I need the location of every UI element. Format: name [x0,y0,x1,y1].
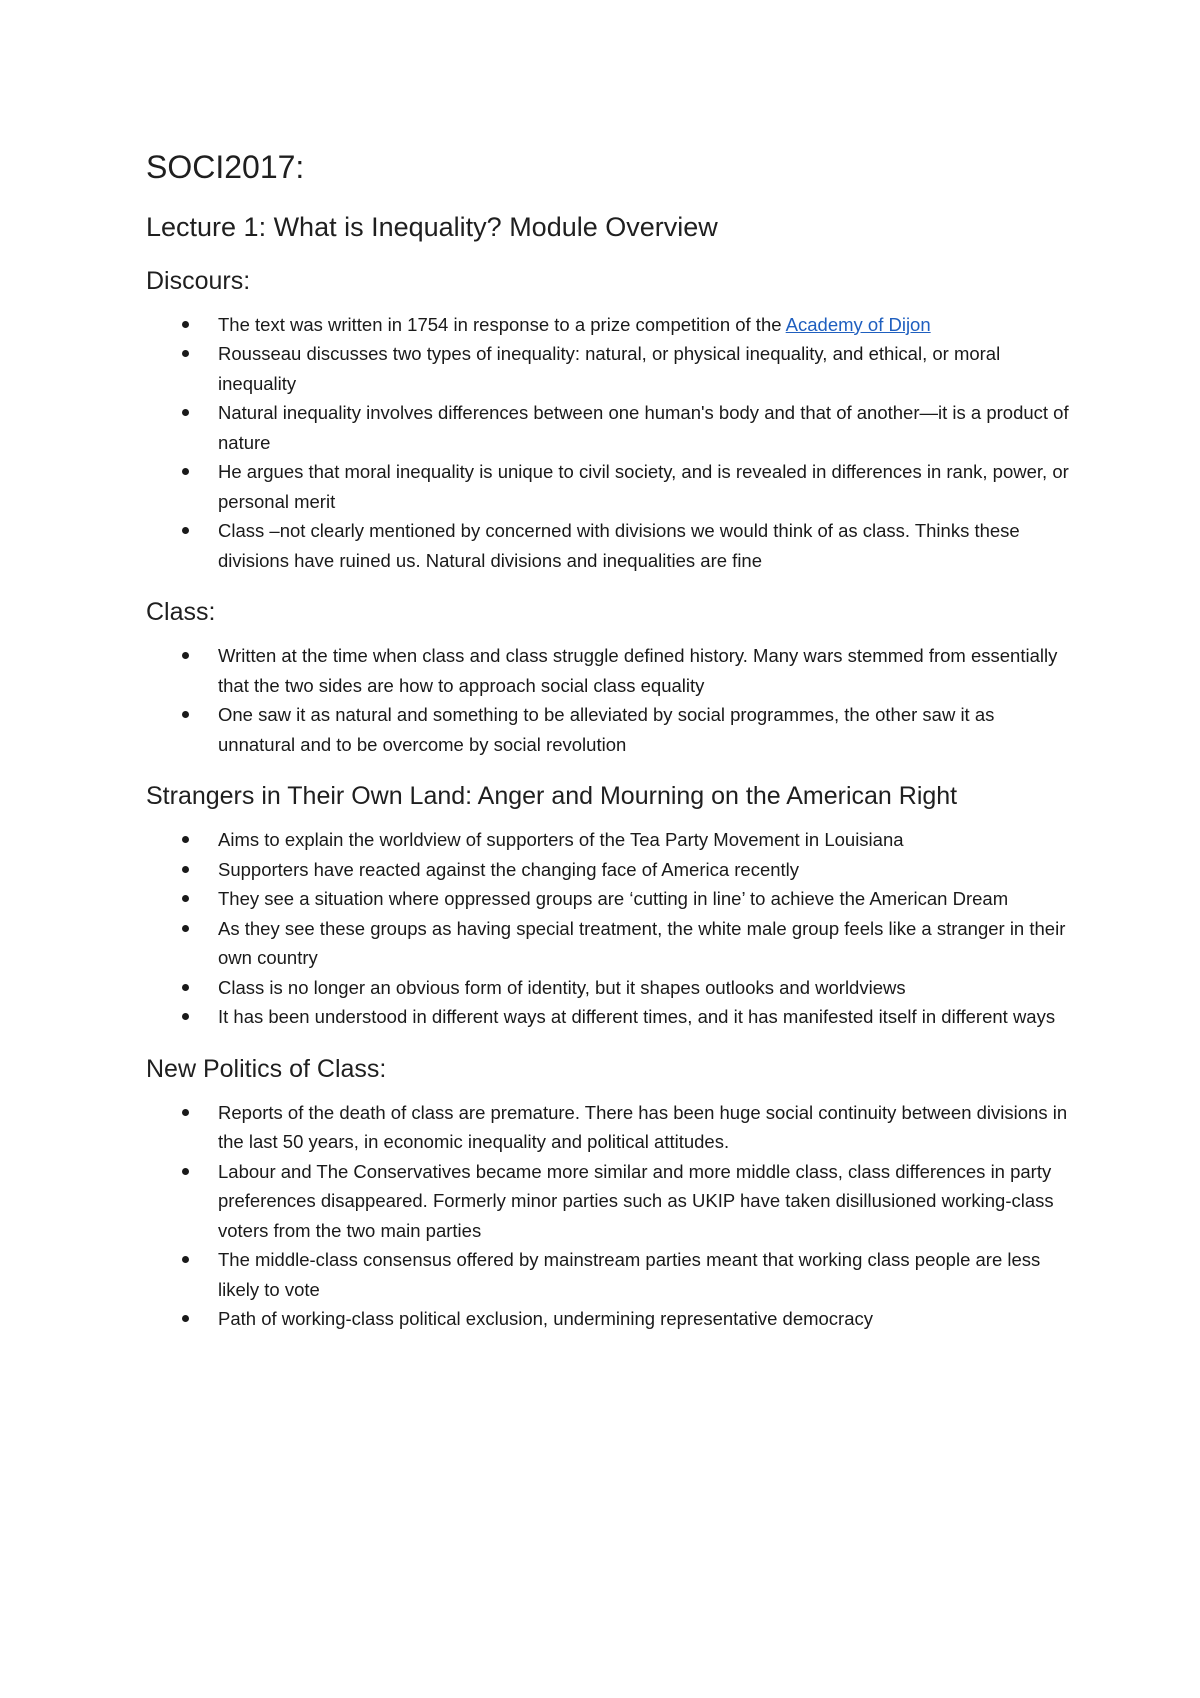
list-item-text: Written at the time when class and class struggle defined history. Many wars stemmed from essentially that the two sides are how to approach social class equality [218,645,1058,696]
list-item [146,1245,1076,1304]
list-item [146,310,1076,340]
section-heading: Strangers in Their Own Land: Anger and Mourning on the American Right [146,782,958,811]
document-title: SOCI2017: [146,149,305,185]
bullet-list [146,1098,1076,1334]
bullet-list [146,641,1076,759]
bullet-icon [182,468,189,475]
bullet-icon [182,1013,189,1020]
list-item-text: Rousseau discusses two types of inequality: natural, or physical inequality, and ethical, or moral inequality [218,343,1001,394]
list-item-text: They see a situation where oppressed groups are ‘cutting in line’ to achieve the American Dream [218,888,1009,910]
list-item [146,1304,1076,1334]
document-page [146,150,1076,1356]
list-item-text: Class is no longer an obvious form of identity, but it shapes outlooks and worldviews [218,976,906,998]
bullet-icon [182,895,189,902]
list-item-text: Aims to explain the worldview of supporters of the Tea Party Movement in Louisiana [218,829,904,851]
section-heading: New Politics of Class: [146,1054,387,1083]
list-item-text: It has been understood in different ways at different times, and it has manifested itself in different ways [218,1006,1056,1028]
bullet-icon [182,409,189,416]
list-item [146,700,1076,759]
list-item-text: The middle-class consensus offered by mainstream parties meant that working class people are less likely to vote [218,1249,1041,1300]
bullet-icon [182,836,189,843]
sections-container [146,266,1076,1334]
bullet-icon [182,527,189,534]
list-item-text: As they see these groups as having special treatment, the white male group feels like a stranger in their own country [218,917,1066,969]
list-item-text: The text was written in 1754 in response to a prize competition of the [218,313,786,335]
list-item [146,973,1076,1003]
bullet-list [146,310,1076,576]
list-item-text: Reports of the death of class are premature. There has been huge social continuity between divisions in the last 50 years, in economic inequality and political attitudes. [218,1101,1068,1153]
section-heading: Discours: [146,266,251,295]
document-subtitle: Lecture 1: What is Inequality? Module Overview [146,212,718,243]
list-item [146,457,1076,516]
bullet-icon [182,652,189,659]
list-item [146,641,1076,700]
bullet-icon [182,866,189,873]
academy-link[interactable]: Academy of Dijon [785,313,931,335]
bullet-icon [182,350,189,357]
list-item [146,825,1076,855]
list-item [146,884,1076,914]
list-item-text: He argues that moral inequality is unique to civil society, and is revealed in differences in rank, power, or personal merit [218,461,1069,512]
bullet-icon [182,1109,189,1116]
bullet-icon [182,321,189,328]
list-item-text: Natural inequality involves differences between one human's body and that of another—it is a product of nature [218,402,1069,453]
list-item [146,516,1076,575]
bullet-icon [182,1256,189,1263]
list-item-text: Supporters have reacted against the changing face of America recently [218,858,800,880]
bullet-icon [182,984,189,991]
list-item-text: Path of working-class political exclusion, undermining representative democracy [218,1308,874,1330]
section-heading: Class: [146,598,216,627]
list-item [146,914,1076,973]
bullet-icon [182,1315,189,1322]
bullet-icon [182,711,189,718]
bullet-icon [182,925,189,932]
list-item-text: Class –not clearly mentioned by concerned with divisions we would think of as class. Thinks these divisions have ruined us. Natural divisions and inequalities are fine [218,520,1020,571]
list-item [146,1002,1076,1032]
list-item [146,855,1076,885]
bullet-list [146,825,1076,1032]
list-item [146,1157,1076,1246]
list-item [146,1098,1076,1157]
list-item-text: One saw it as natural and something to be alleviated by social programmes, the other saw it as unnatural and to be overcome by social revolution [218,704,995,755]
list-item [146,398,1076,457]
list-item-text: Labour and The Conservatives became more similar and more middle class, class differences in party preferences disappeared. Formerly minor parties such as UKIP have taken disillusioned working-class voters from the two main parties [218,1160,1054,1241]
bullet-icon [182,1168,189,1175]
list-item [146,339,1076,398]
